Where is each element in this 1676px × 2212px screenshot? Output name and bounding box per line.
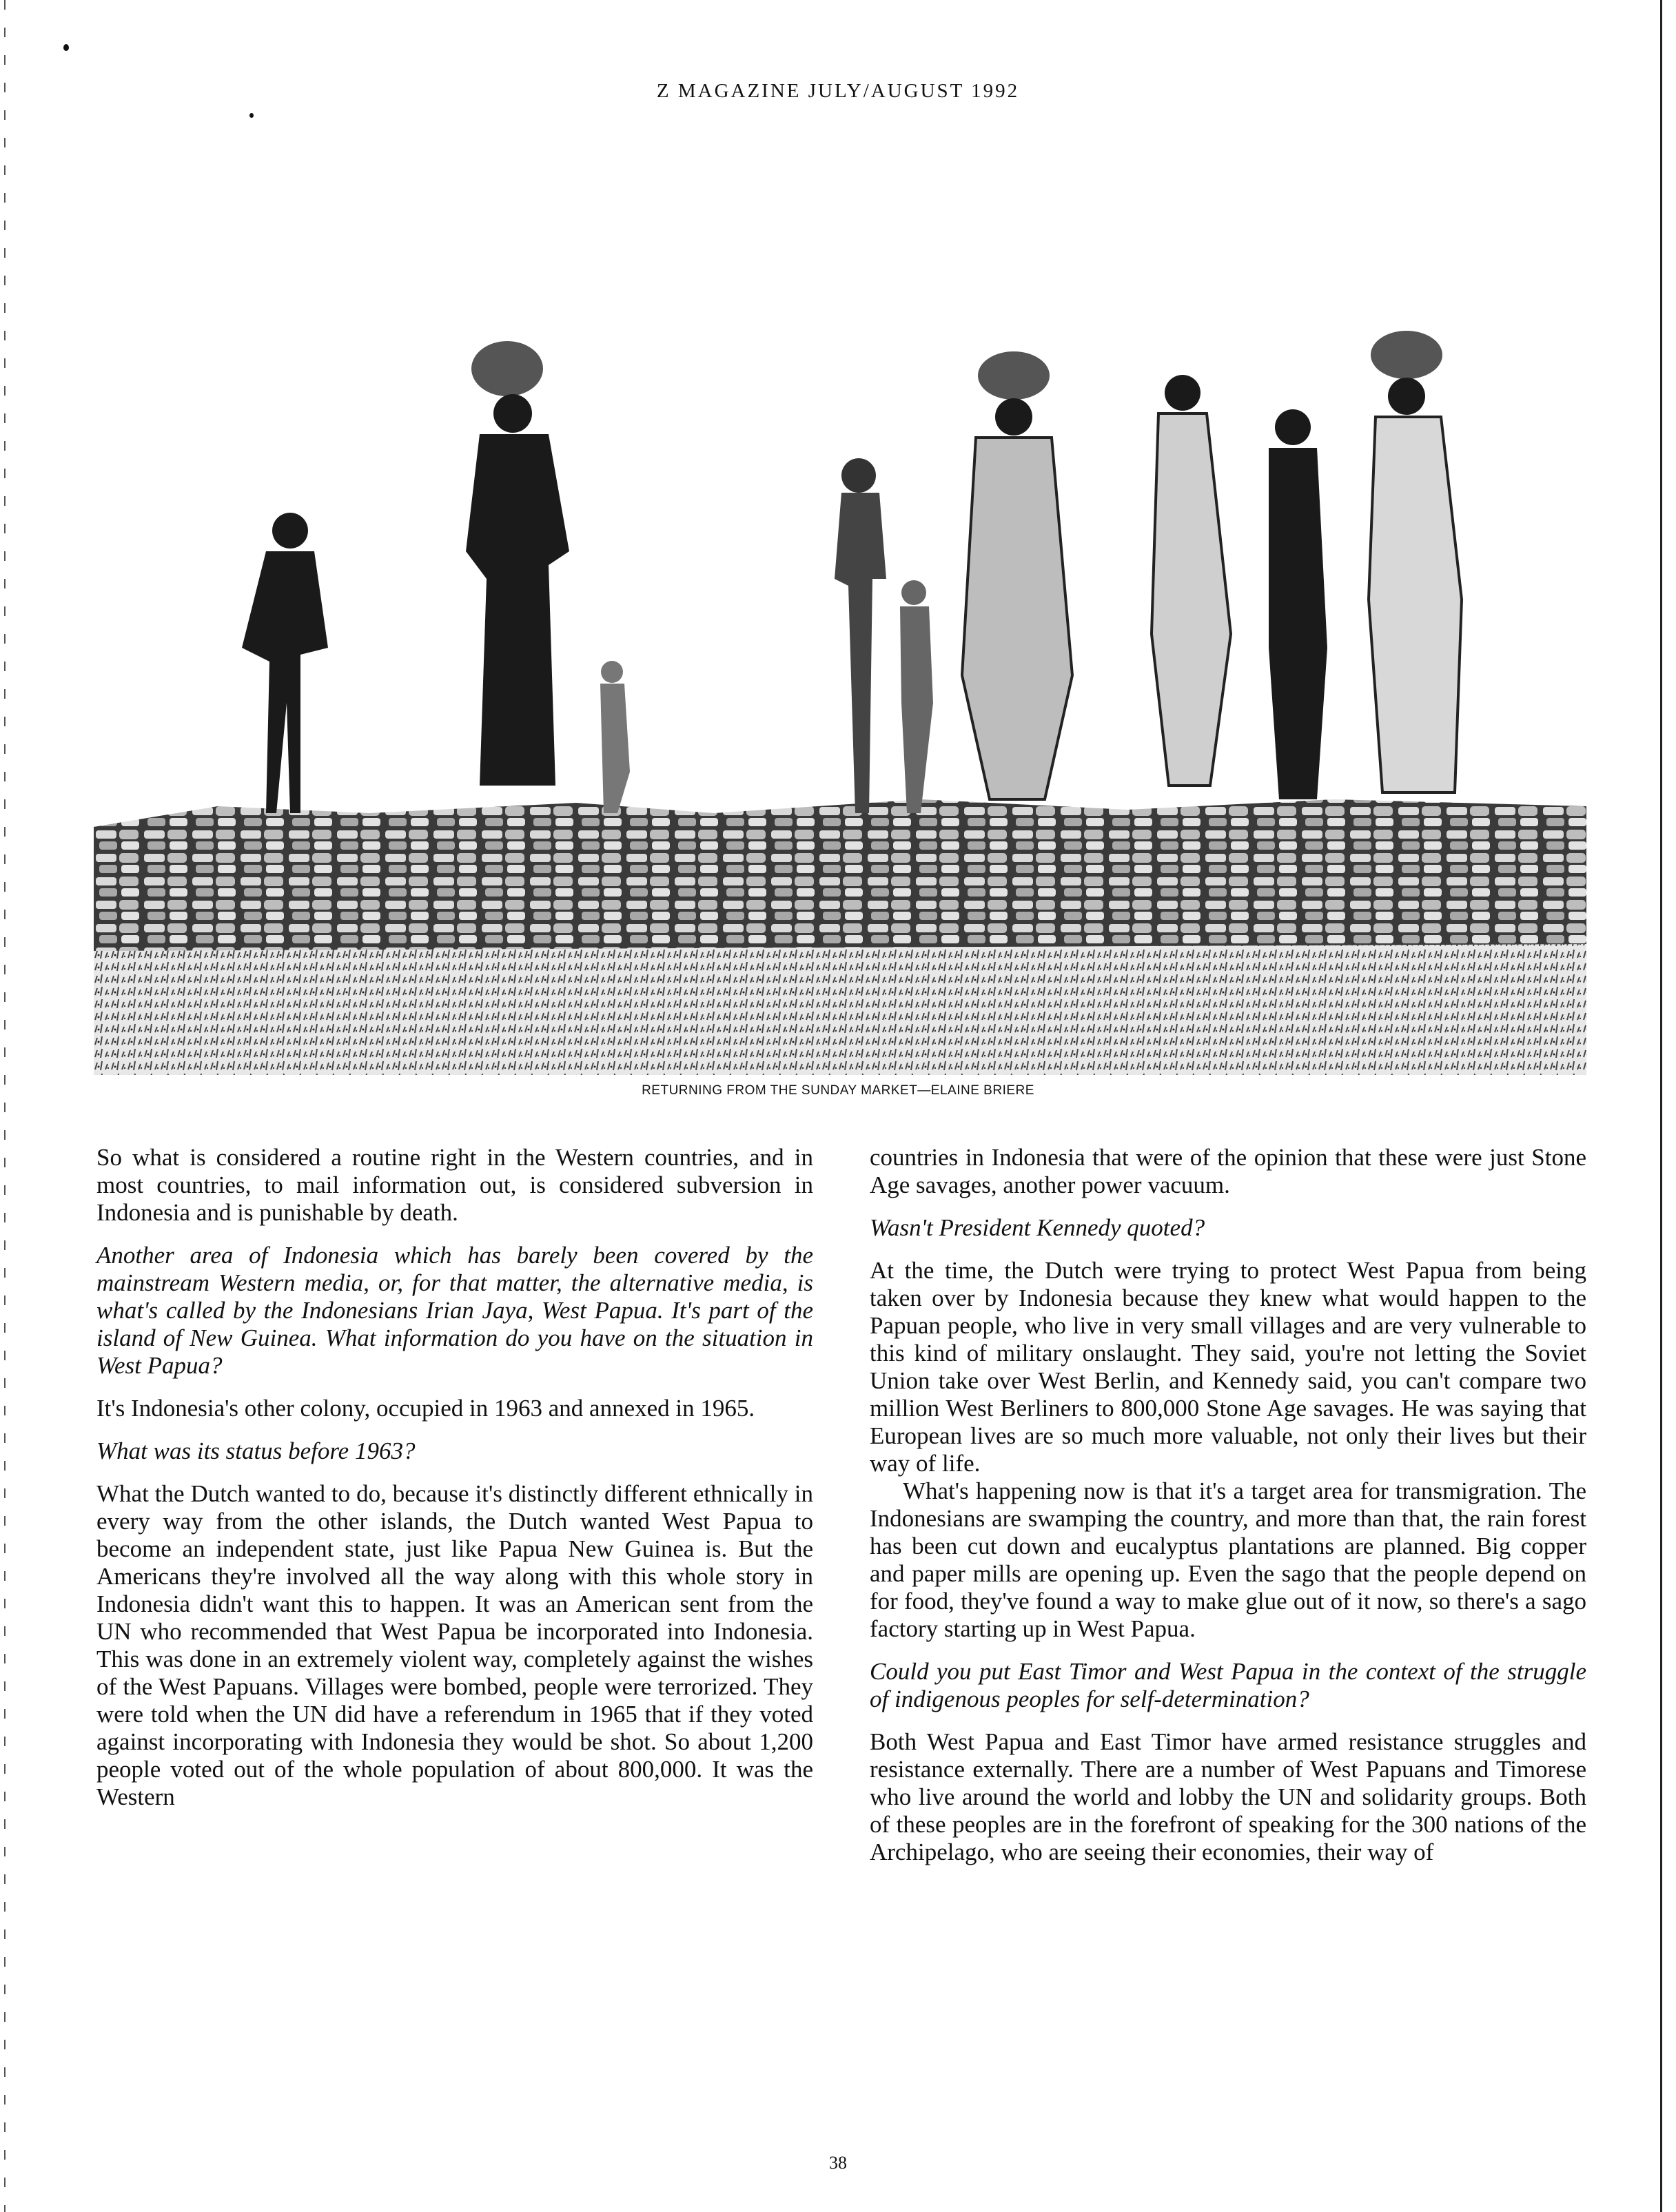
scan-speck [249, 113, 254, 118]
paragraph-answer: So what is considered a routine right in the Western countries, and in most countries, to mail information out, is considered subversion in Indonesia and is punishable by death. [96, 1144, 813, 1226]
right-column [870, 1144, 1586, 1881]
paragraph-continuation: What's happening now is that it's a target area for transmigration. The Indonesians are swamping the country, and more than that, the rain forest has been cut down and eucalyptus plantations are planned. Big copper and paper mills are opening up. Even the sago that the people depend on for food, they've found a way to make glue out of it now, so there's a sago factory starting up in West Papua. [870, 1477, 1586, 1642]
page-number: 38 [829, 2153, 847, 2173]
paragraph-answer: Both West Papua and East Timor have armed resistance struggles and resistance externally. There are a number of West Papuans and Timorese who live around the world and lobby the UN and solidarity groups. Both of these peoples are in the forefront of speaking for the 300 nations of the Archipelago, who are seeing their economies, their way of [870, 1728, 1586, 1865]
paragraph-answer: At the time, the Dutch were trying to protect West Papua from being taken over by Indonesia because they knew what would happen to the Papuan people, who live in very small villages and are very vulnerable to this kind of military onslaught. They said, you're not letting the Soviet Union take over West Berlin, and Kennedy said, you can't compare two million West Berliners to 800,000 Stone Age savages. He was saying that European lives are so much more valuable, not only their lives but their way of life. [870, 1257, 1586, 1477]
market-photo-illustration [94, 289, 1586, 1075]
paragraph-answer: countries in Indonesia that were of the opinion that these were just Stone Age savages, another power vacuum. [870, 1144, 1586, 1198]
paragraph-answer: It's Indonesia's other colony, occupied in 1963 and annexed in 1965. [96, 1395, 755, 1422]
photo-stone-wall [94, 799, 1586, 951]
paragraph-question: Could you put East Timor and West Papua in the context of the struggle of indigenous peoples for self-determination? [870, 1658, 1586, 1712]
paragraph-question: Another area of Indonesia which has barely been covered by the mainstream Western media, or, for that matter, the alternative media, is what's called by the Indonesians Irian Jaya, West Papua. It's part of the island of New Guinea. What information do you have on the situation in West Papua? [96, 1242, 813, 1379]
scan-speck [63, 44, 69, 51]
paragraph-question: What was its status before 1963? [96, 1437, 416, 1464]
scan-right-edge [1660, 0, 1662, 2212]
paragraph-question: Wasn't President Kennedy quoted? [870, 1214, 1205, 1241]
photo-caption: RETURNING FROM THE SUNDAY MARKET—ELAINE BRIERE [642, 1083, 1034, 1098]
magazine-header: Z MAGAZINE JULY/AUGUST 1992 [656, 80, 1020, 102]
scan-left-edge [4, 0, 6, 2212]
left-column [96, 1144, 813, 1826]
paragraph-answer: What the Dutch wanted to do, because it's distinctly different ethnically in every way from the other islands, the Dutch wanted West Papua to become an independent state, just like Papua New Guinea is. But the Americans they're involved all the way along with this whole story in Indonesia didn't want this to happen. It was an American sent from the UN who recommended that West Papua be incorporated into Indonesia. This was done in an extremely violent way, completely against the wishes of the West Papuans. Villages were bombed, people were terrorized. They were told when the UN did have a referendum in 1965 that if they voted against incorporating with Indonesia they would be shot. So about 1,200 people voted out of the whole population of about 800,000. It was the Western [96, 1480, 813, 1810]
market-photo [94, 289, 1586, 1075]
